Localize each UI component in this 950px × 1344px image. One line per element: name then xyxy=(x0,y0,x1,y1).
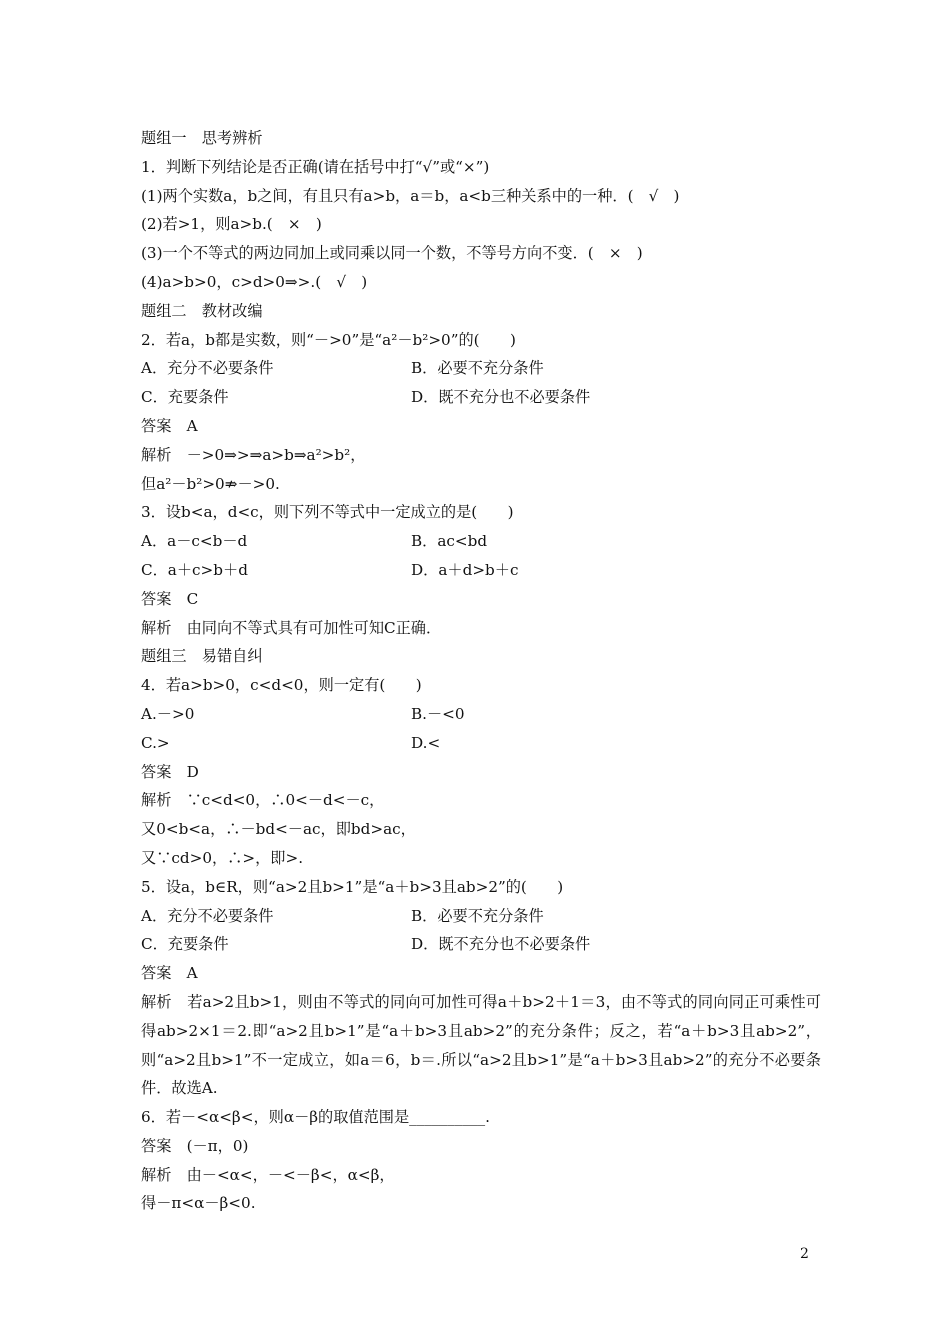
option-left: A.－>0 xyxy=(141,704,195,723)
section-heading: 题组二 教材改编 xyxy=(141,301,263,320)
text-line: 3．设b<a，d<c，则下列不等式中一定成立的是( ) xyxy=(141,503,514,522)
option-left: A．充分不必要条件 xyxy=(141,906,274,925)
text-line: (4)a>b>0，c>d>0⇒>.( √ ) xyxy=(141,272,368,291)
option-right: D.< xyxy=(411,733,441,752)
text-line: 解析 由－<α<，－<－β<，α<β， xyxy=(141,1165,395,1184)
options-row xyxy=(141,729,821,758)
document-body xyxy=(141,124,821,1218)
option-right: B．必要不充分条件 xyxy=(411,359,544,378)
options-row xyxy=(141,930,821,959)
option-left: C.> xyxy=(141,733,170,752)
text-line: 解析 ∵c<d<0，∴0<－d<－c， xyxy=(141,791,385,810)
option-left: C．a＋c>b＋d xyxy=(141,560,248,579)
options-row xyxy=(141,527,821,556)
option-right: D．既不充分也不必要条件 xyxy=(411,935,591,954)
option-left: A．充分不必要条件 xyxy=(141,359,274,378)
text-line: 答案 (－π，0) xyxy=(141,1136,249,1155)
text-line: 6．若－<α<β<，则α－β的取值范围是__________. xyxy=(141,1108,490,1127)
text-line: 答案 A xyxy=(141,964,198,983)
option-left: C．充要条件 xyxy=(141,388,229,407)
text-line: (2)若>1，则a>b.( × ) xyxy=(141,215,322,234)
text-line: 解析 由同向不等式具有可加性可知C正确． xyxy=(141,618,442,637)
option-right: B．必要不充分条件 xyxy=(411,906,544,925)
options-row xyxy=(141,700,821,729)
text-line: 1．判断下列结论是否正确(请在括号中打“√”或“×”) xyxy=(141,157,490,176)
option-right: D．既不充分也不必要条件 xyxy=(411,388,591,407)
option-left: C．充要条件 xyxy=(141,935,229,954)
text-line: 4．若a>b>0，c<d<0，则一定有( ) xyxy=(141,676,422,695)
text-line: 5．设a，b∈R，则“a>2且b>1”是“a＋b>3且ab>2”的( ) xyxy=(141,877,564,896)
section-heading: 题组三 易错自纠 xyxy=(141,647,263,666)
text-line: 但a²－b²>0⇏－>0. xyxy=(141,474,280,493)
option-left: A．a－c<b－d xyxy=(141,532,248,551)
option-right: D．a＋d>b＋c xyxy=(411,560,519,579)
text-line: 解析 －>0⇒>⇒a>b⇒a²>b²， xyxy=(141,445,366,464)
text-line: 又∵cd>0，∴>，即>. xyxy=(141,848,304,867)
text-line: 2．若a，b都是实数，则“－>0”是“a²－b²>0”的( ) xyxy=(141,330,516,349)
options-row xyxy=(141,902,821,931)
options-row xyxy=(141,556,821,585)
options-row xyxy=(141,383,821,412)
page-number: 2 xyxy=(800,1246,809,1262)
text-line: 答案 A xyxy=(141,416,198,435)
text-line: 答案 C xyxy=(141,589,199,608)
text-line: 解析 若a>2且b>1，则由不等式的同向可加性可得a＋b>2＋1＝3，由不等式的同向同正可乘性可得ab>2×1＝2.即“a>2且b>1”是“a＋b>3且ab>2”的充分条件；反之，若“a＋b>3且ab>2”，则“a>2且b>1”不一定成立，如a＝6，b＝.所以“a>2且b>1”是“a＋b>3且ab>2”的充分不必要条件．故选A. xyxy=(141,992,821,1098)
option-right: B.－<0 xyxy=(411,704,465,723)
text-line: (3)一个不等式的两边同加上或同乘以同一个数，不等号方向不变．( × ) xyxy=(141,244,643,263)
text-line: (1)两个实数a，b之间，有且只有a>b，a＝b，a<b三种关系中的一种．( √ ) xyxy=(141,186,680,205)
text-line: 得－π<α－β<0. xyxy=(141,1194,256,1213)
options-row xyxy=(141,354,821,383)
text-line: 答案 D xyxy=(141,762,199,781)
text-line: 又0<b<a，∴－bd<－ac，即bd>ac， xyxy=(141,820,416,839)
section-heading: 题组一 思考辨析 xyxy=(141,129,263,147)
option-right: B．ac<bd xyxy=(411,532,488,551)
